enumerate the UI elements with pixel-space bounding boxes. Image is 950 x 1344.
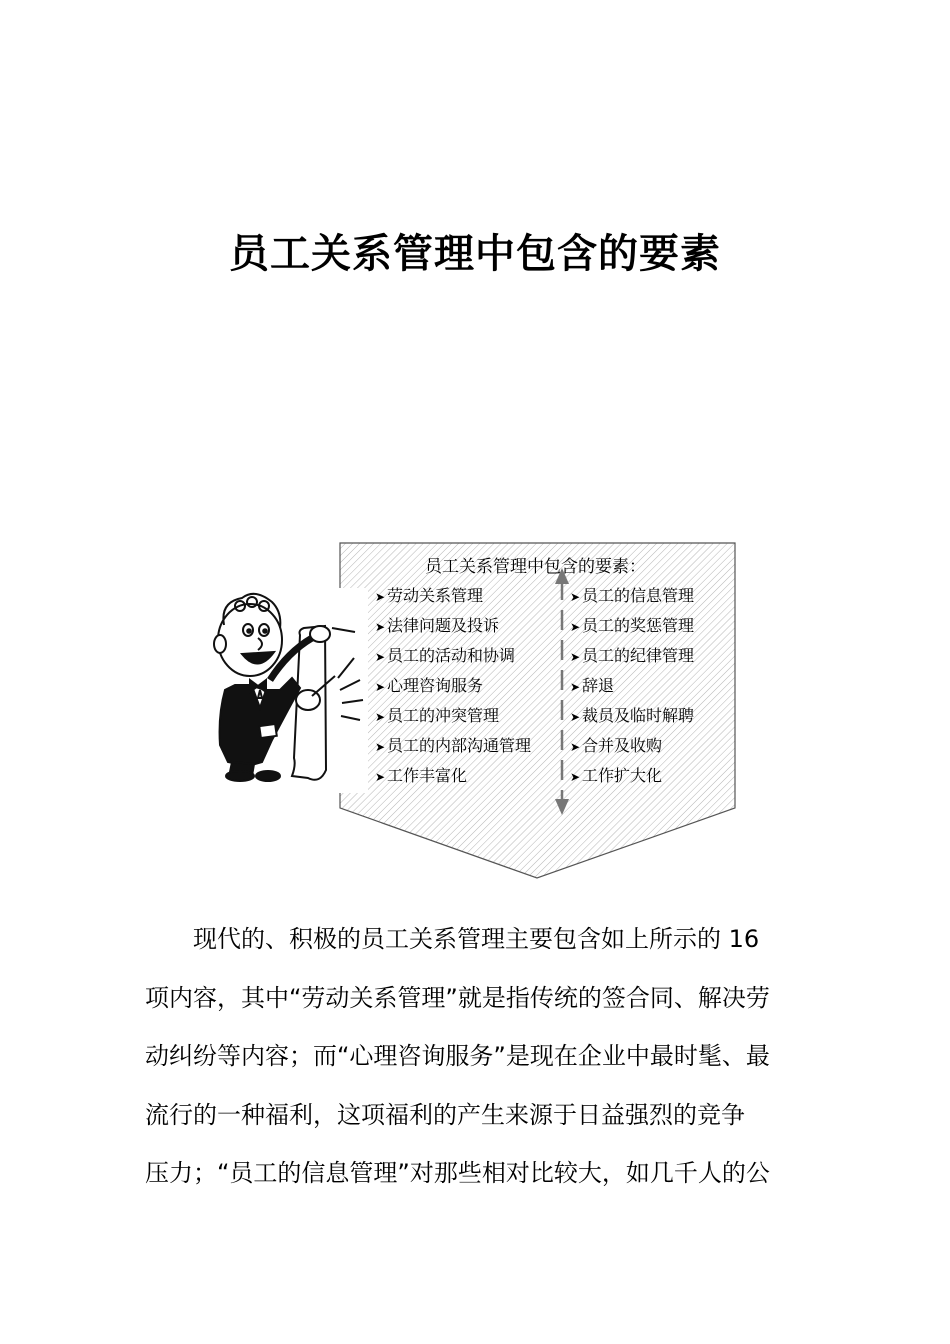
list-item-label: 法律问题及投诉: [387, 616, 500, 635]
list-item: [570, 764, 694, 794]
list-item-label: 劳动关系管理: [387, 586, 484, 605]
paragraph-line: 压力；“员工的信息管理”对那些相对比较大，如几千人的公: [145, 1159, 770, 1187]
list-item: [570, 674, 694, 704]
list-item-label: 员工的冲突管理: [387, 706, 500, 725]
arrowhead-bullet-icon: ➤: [570, 650, 581, 664]
left-item-list: [375, 584, 531, 794]
list-item-label: 工作扩大化: [582, 766, 663, 785]
list-item: [570, 584, 694, 614]
list-item: [375, 764, 531, 794]
figure-heading: 员工关系管理中包含的要素：: [425, 557, 646, 577]
arrowhead-bullet-icon: ➤: [375, 770, 386, 784]
list-item-label: 员工的活动和协调: [387, 646, 516, 665]
list-item: [570, 614, 694, 644]
arrowhead-bullet-icon: ➤: [570, 680, 581, 694]
list-item-label: 员工的信息管理: [582, 586, 695, 605]
arrowhead-bullet-icon: ➤: [570, 740, 581, 754]
arrowhead-bullet-icon: ➤: [375, 680, 386, 694]
list-item-label: 员工的内部沟通管理: [387, 736, 532, 755]
paragraph-line: 项内容，其中“劳动关系管理”就是指传统的签合同、解决劳: [145, 983, 770, 1012]
paragraph-line: 动纠纷等内容；而“心理咨询服务”是现在企业中最时髦、最: [145, 1042, 770, 1070]
list-item-label: 员工的纪律管理: [582, 646, 695, 665]
list-item: [570, 644, 694, 674]
arrowhead-bullet-icon: ➤: [570, 710, 581, 724]
elements-figure: [200, 540, 745, 885]
arrowhead-bullet-icon: ➤: [375, 710, 386, 724]
arrowhead-bullet-icon: ➤: [375, 740, 386, 754]
arrowhead-bullet-icon: ➤: [375, 650, 386, 664]
list-item-label: 辞退: [582, 676, 615, 695]
arrowhead-bullet-icon: ➤: [375, 620, 386, 634]
list-item-label: 员工的奖惩管理: [582, 616, 695, 635]
list-item: [570, 734, 694, 764]
arrowhead-bullet-icon: ➤: [570, 620, 581, 634]
list-item: [375, 704, 531, 734]
list-item-label: 裁员及临时解聘: [582, 706, 695, 725]
list-item: [375, 584, 531, 614]
body-paragraph: [145, 910, 805, 1203]
arrowhead-bullet-icon: ➤: [570, 590, 581, 604]
list-item: [375, 644, 531, 674]
arrowhead-bullet-icon: ➤: [570, 770, 581, 784]
right-item-list: [570, 584, 694, 794]
list-item-label: 工作丰富化: [387, 766, 468, 785]
list-item-label: 合并及收购: [582, 736, 663, 755]
list-item: [375, 734, 531, 764]
paragraph-line: 流行的一种福利，这项福利的产生来源于日益强烈的竞争: [145, 1100, 745, 1129]
list-item: [375, 674, 531, 704]
paragraph-line: 现代的、积极的员工关系管理主要包含如上所示的 16: [193, 925, 760, 953]
list-item-label: 心理咨询服务: [387, 676, 484, 695]
page-title: 员工关系管理中包含的要素: [229, 230, 721, 277]
list-item: [570, 704, 694, 734]
arrowhead-bullet-icon: ➤: [375, 590, 386, 604]
list-item: [375, 614, 531, 644]
